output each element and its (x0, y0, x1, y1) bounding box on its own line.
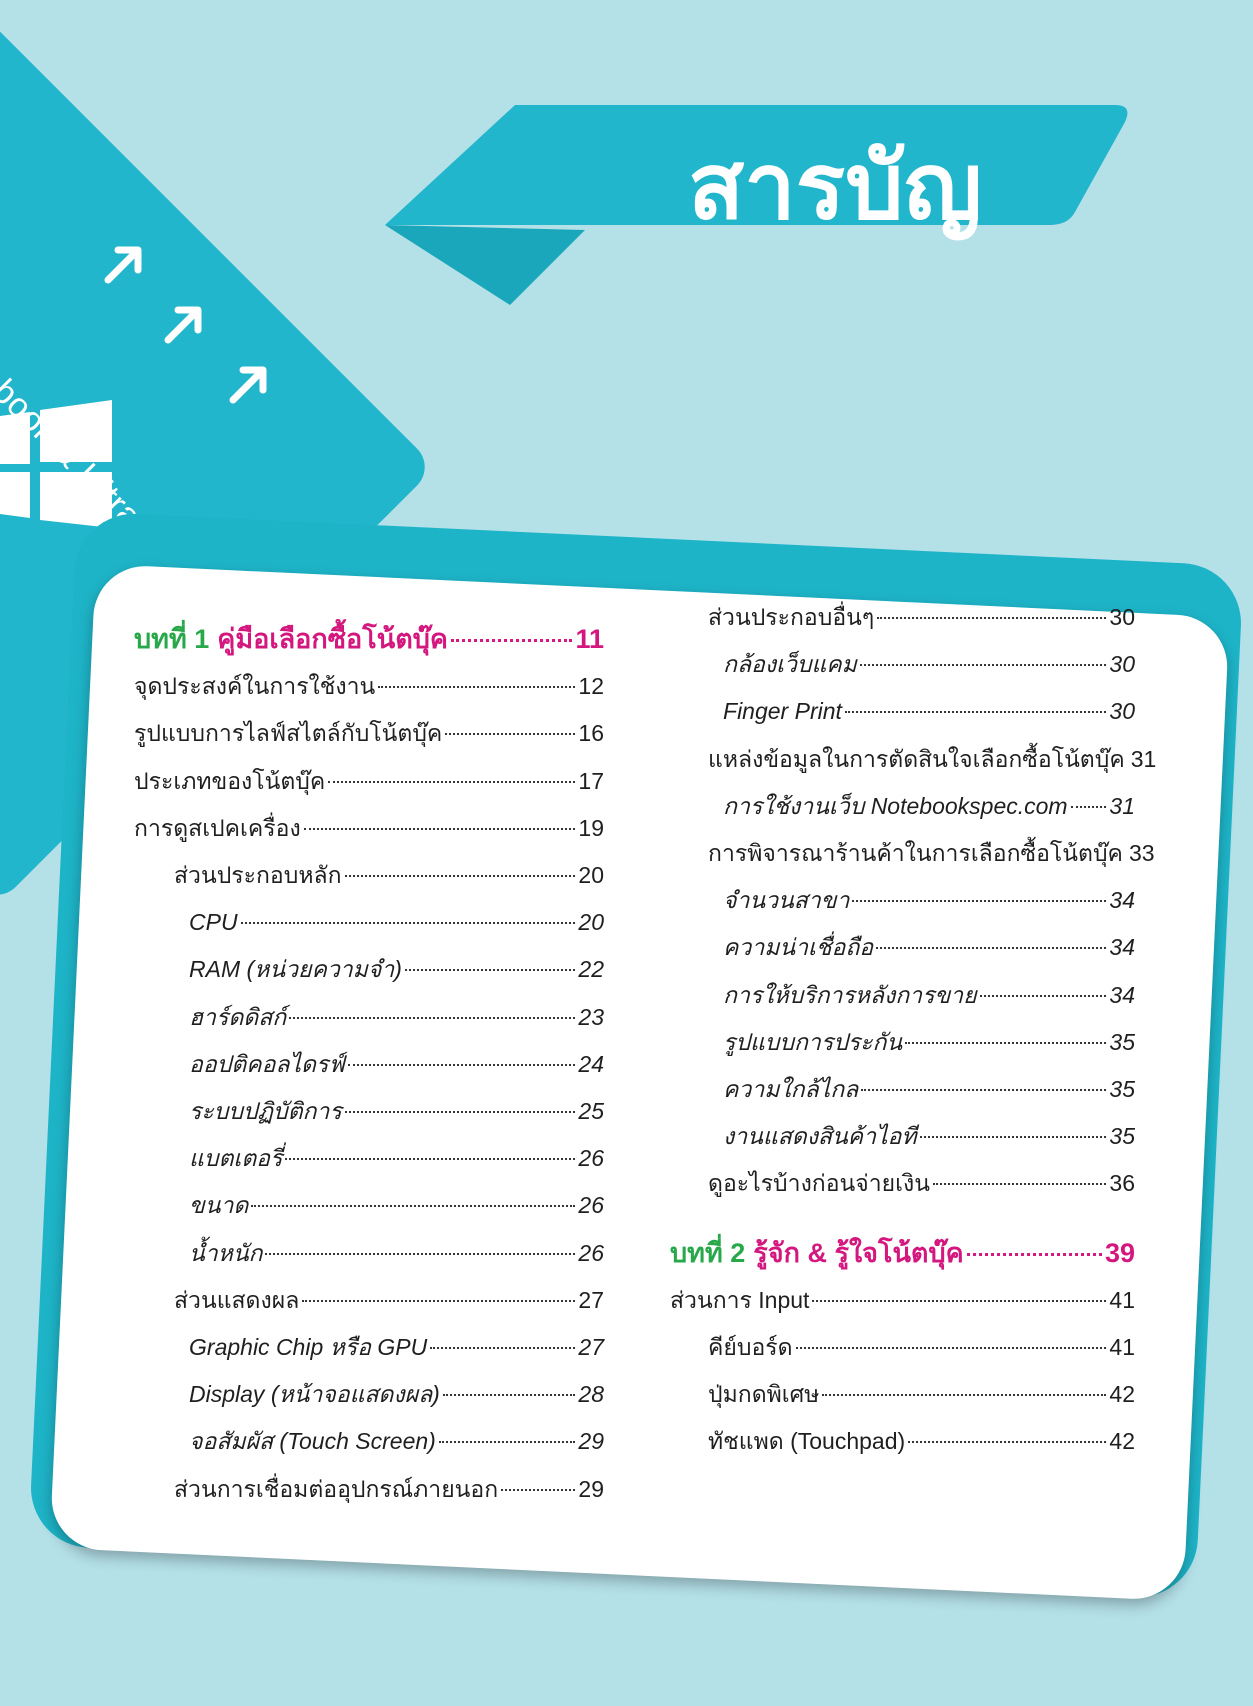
dot-leader (796, 1347, 1107, 1349)
toc-column-right (72, 590, 1207, 1575)
toc-entry-title: งานแสดงสินค้าไอที (723, 1123, 917, 1150)
toc-entry (708, 1422, 1135, 1460)
toc-page-number: 36 (1109, 1170, 1136, 1197)
toc-page-number: 39 (1104, 1237, 1136, 1268)
dot-leader (967, 1253, 1102, 1256)
toc-page-number: 35 (1109, 1123, 1136, 1150)
toc-entry-title: รูปแบบการไลฟ์สไตล์กับโน้ตบุ๊ค (134, 720, 443, 747)
toc-entry-title: การพิจารณาร้านค้าในการเลือกซื้อโน้ตบุ๊ค (708, 839, 1123, 866)
toc-entry-title: ขนาด (189, 1192, 249, 1219)
windows-logo-icon (0, 400, 112, 528)
toc-entry-title: แหล่งข้อมูลในการตัดสินใจเลือกซื้อโน้ตบุ๊ค (708, 745, 1125, 772)
toc-page-number: 27 (578, 1333, 605, 1360)
toc-entry (723, 692, 1135, 730)
toc-entry-title: รูปแบบการประกัน (723, 1028, 903, 1055)
toc-entry (670, 1281, 1135, 1319)
toc-page-number: 34 (1109, 981, 1136, 1008)
chapter-title: คู่มือเลือกซื้อโน้ตบุ๊ค (217, 623, 448, 654)
toc-page-number: 25 (578, 1097, 605, 1124)
dot-leader (861, 1089, 1106, 1091)
dot-leader (933, 1183, 1106, 1185)
toc-page-number: 20 (578, 909, 605, 936)
dot-leader (876, 947, 1106, 949)
toc-page-number: 31 (1109, 792, 1136, 819)
dot-leader (877, 617, 1106, 619)
dot-leader (852, 900, 1106, 902)
toc-page-number: 16 (578, 720, 605, 747)
arrow-icon (160, 300, 208, 348)
toc-entry-title: ประเภทของโน้ตบุ๊ค (134, 767, 326, 794)
toc-entry-title: การให้บริการหลังการขาย (723, 981, 977, 1008)
toc-entry-title: ทัชแพด (Touchpad) (708, 1428, 906, 1455)
toc-entry-title: คีย์บอร์ด (708, 1333, 793, 1360)
toc-entry-title: การดูสเปคเครื่อง (134, 814, 301, 841)
dot-leader (812, 1300, 1106, 1302)
toc-entry-title: ความใกล้ไกล (723, 1075, 859, 1102)
toc-page-number: 27 (578, 1286, 605, 1313)
toc-entry-title: ปุ่มกดพิเศษ (708, 1381, 820, 1408)
toc-page-number: 41 (1109, 1286, 1136, 1313)
toc-entry-title: กล้องเว็บแคม (723, 651, 857, 678)
toc-page-number: 34 (1109, 934, 1136, 961)
toc-page-number: 26 (578, 1239, 605, 1266)
title-banner (385, 100, 1125, 310)
chapter-title: รู้จัก & รู้ใจโน้ตบุ๊ค (753, 1237, 964, 1268)
toc-page-number: 42 (1109, 1381, 1136, 1408)
toc-page-number: 12 (578, 673, 605, 700)
toc-page-number: 19 (578, 814, 605, 841)
dot-leader (860, 664, 1107, 666)
dot-leader (908, 1441, 1106, 1443)
toc-entry (708, 598, 1135, 636)
toc-page-number: 20 (578, 861, 605, 888)
toc-entry (708, 1375, 1135, 1413)
toc-entry-title: ส่วนประกอบหลัก (174, 861, 342, 888)
toc-entry (723, 928, 1135, 966)
toc-page-number: 26 (578, 1192, 605, 1219)
toc-entry-title: ส่วนการ Input (670, 1286, 810, 1313)
toc-entry (708, 1164, 1135, 1202)
dot-leader (1071, 806, 1107, 808)
dot-leader (905, 1042, 1106, 1044)
toc-entry (723, 787, 1135, 825)
toc-entry (708, 1328, 1135, 1366)
toc-entry-title: ระบบปฏิบัติการ (189, 1097, 342, 1124)
toc-page-number: 30 (1109, 698, 1136, 725)
toc-entry-title: จอสัมผัส (Touch Screen) (189, 1428, 436, 1455)
toc-entry-title: RAM (หน่วยความจำ) (189, 956, 402, 983)
toc-page-number: 30 (1109, 603, 1136, 630)
chapter-prefix: บทที่ 2 (670, 1237, 746, 1268)
toc-entry-title: จำนวนสาขา (723, 887, 850, 914)
toc-entry-title: จุดประสงค์ในการใช้งาน (134, 673, 376, 700)
toc-entry-title: ส่วนประกอบอื่นๆ (708, 603, 875, 630)
toc-card (49, 564, 1229, 1601)
dot-leader (822, 1394, 1106, 1396)
toc-page-number: 33 (1128, 839, 1155, 866)
toc-entry (723, 1023, 1135, 1061)
toc-entry-title: Display (หน้าจอแสดงผล) (189, 1381, 440, 1408)
toc-page-number: 35 (1109, 1075, 1136, 1102)
toc-page-number: 23 (578, 1003, 605, 1030)
toc-entry-title: การใช้งานเว็บ Notebookspec.com (723, 792, 1068, 819)
toc-entry-title: ดูอะไรบ้างก่อนจ่ายเงิน (708, 1170, 930, 1197)
page-title: สารบัญ (687, 132, 982, 240)
toc-page-number: 41 (1109, 1333, 1136, 1360)
arrow-icon (100, 240, 148, 288)
toc-entry (723, 645, 1135, 683)
toc-page-number: 22 (578, 956, 605, 983)
toc-entry-title: CPU (189, 909, 238, 936)
toc-page-number: 26 (578, 1145, 605, 1172)
toc-entry (723, 881, 1135, 919)
toc-entry-title: ฮาร์ดดิสก์ (189, 1003, 287, 1030)
toc-page-number: 34 (1109, 887, 1136, 914)
toc-page-number: 17 (578, 767, 605, 794)
toc-page-number: 29 (578, 1428, 605, 1455)
toc-entry-title: น้ำหนัก (189, 1239, 263, 1266)
toc-page-number: 28 (578, 1381, 605, 1408)
toc-page-number: 42 (1109, 1428, 1136, 1455)
toc-entry-title: ส่วนแสดงผล (174, 1286, 300, 1313)
toc-entry-title: ออปติคอลไดรฟ์ (189, 1050, 345, 1077)
toc-entry (723, 976, 1135, 1014)
toc-chapter (670, 1234, 1135, 1272)
arrow-icon (225, 360, 273, 408)
toc-entry-title: ส่วนการเชื่อมต่ออุปกรณ์ภายนอก (174, 1475, 499, 1502)
toc-entry (708, 834, 1155, 872)
toc-page-number: 30 (1109, 651, 1136, 678)
toc-page-number: 29 (578, 1475, 605, 1502)
toc-page-number: 35 (1109, 1028, 1136, 1055)
toc-entry (723, 1070, 1135, 1108)
dot-leader (980, 995, 1107, 997)
chapter-prefix: บทที่ 1 (134, 623, 210, 654)
toc-page-number: 31 (1130, 745, 1157, 772)
dot-leader (920, 1136, 1107, 1138)
toc-entry-title: Finger Print (723, 698, 842, 725)
dot-leader (845, 711, 1107, 713)
toc-entry-title: แบตเตอรี่ (189, 1145, 283, 1172)
toc-entry-title: Graphic Chip หรือ GPU (189, 1333, 428, 1360)
toc-entry (723, 1117, 1135, 1155)
toc-entry-title: ความน่าเชื่อถือ (723, 934, 874, 961)
toc-entry (708, 740, 1157, 778)
toc-page-number: 24 (578, 1050, 605, 1077)
toc-page-number: 11 (575, 623, 605, 654)
